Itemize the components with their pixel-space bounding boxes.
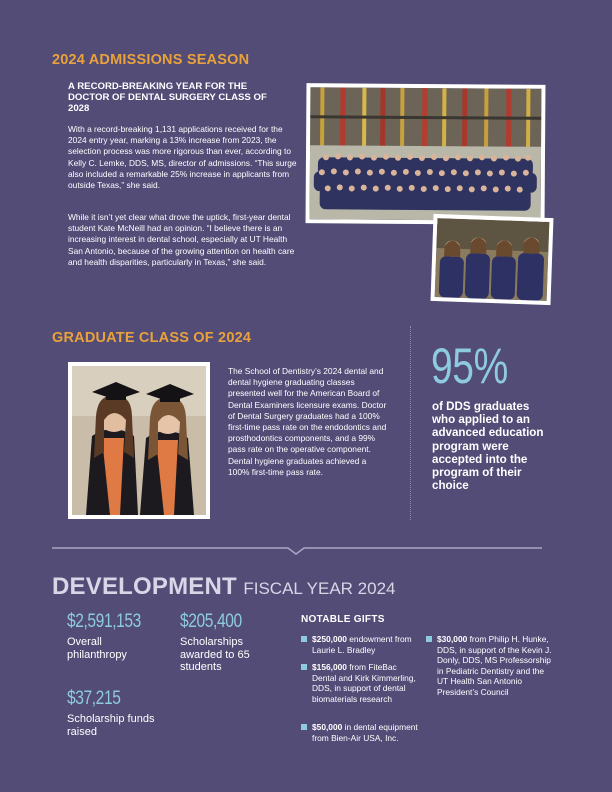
gift-description: in dental equipment from Bien-Air USA, Inc. xyxy=(312,722,418,743)
bullet-icon xyxy=(301,636,307,642)
gift-description: endowment from Laurie L. Bradley xyxy=(312,634,412,655)
gift-item xyxy=(426,634,555,698)
admissions-paragraph-2: While it isn’t yet clear what drove the uptick, first-year dental student Kate McNeill had an opinion. “I believe there is an increasing interest in dental school, especially at UT Health San Antonio, because of the growing attention on health care and health disparities, particularly in Texas,” she said. xyxy=(68,212,295,267)
overall-philanthropy-value: $2,591,153 xyxy=(67,611,141,632)
overall-philanthropy-label: Overall philanthropy xyxy=(67,636,127,661)
pass-stat-value: 95% xyxy=(431,338,508,394)
graduate-title: GRADUATE CLASS OF 2024 xyxy=(52,330,252,346)
gift-amount: $30,000 xyxy=(437,634,468,644)
graduate-body-text: The School of Dentistry’s 2024 dental and dental hygiene graduating classes presented well for the American Board of Dental Examiners licensure exams. Doctor of Dental Surgery graduates had a 100% first-time pass rate on the endodontics and prosthodontics components, and a 99% pass rate on the operative component. Dental hygiene graduates achieved a 100% first-time pass rate. xyxy=(228,366,387,477)
scholarship-funds-value: $37,215 xyxy=(67,688,121,709)
class-of-2028-group-photo xyxy=(306,83,546,225)
gift-description: from Philip H. Hunke, DDS, in support of the Kevin J. Donly, DDS, MS Professorship in Pediatric Dentistry and the UT Health San Antonio President’s Council xyxy=(437,634,552,697)
development-subtitle: FISCAL YEAR 2024 xyxy=(243,579,396,598)
bullet-icon xyxy=(426,636,432,642)
section-divider xyxy=(52,542,542,556)
students-photo-illustration xyxy=(435,218,550,301)
development-heading xyxy=(52,573,395,601)
notable-gifts-title: NOTABLE GIFTS xyxy=(301,614,385,625)
students-small-photo xyxy=(431,214,554,305)
bullet-icon xyxy=(301,724,307,730)
gift-description: from FiteBac Dental and Kirk Kimmerling, DDS, in support of dental biomaterials research xyxy=(312,662,416,704)
graduates-photo xyxy=(68,362,210,519)
group-photo-illustration xyxy=(310,87,542,221)
scholarships-awarded-label: Scholarships awarded to 65 students xyxy=(180,636,250,674)
admissions-paragraph-1: With a record-breaking 1,131 applications received for the 2024 entry year, marking a 13% increase from 2023, the selection process was more rigorous than ever, according to Kelly C. Lemke, DDS, MS, director of admissions. “This surge also included a remarkable 25% increase in applicants from outside Texas,” she said. xyxy=(68,124,297,191)
gift-item xyxy=(301,722,422,743)
gift-item xyxy=(301,634,422,655)
development-title: DEVELOPMENT xyxy=(52,573,237,600)
bullet-icon xyxy=(301,664,307,670)
pass-stat-text: of DDS graduates who applied to an advanced education program were accepted into the program of their choice xyxy=(432,400,544,493)
gift-amount: $50,000 xyxy=(312,722,343,732)
admissions-title: 2024 ADMISSIONS SEASON xyxy=(52,52,250,68)
gift-amount: $156,000 xyxy=(312,662,347,672)
gift-item xyxy=(301,662,422,704)
vertical-divider xyxy=(410,326,411,520)
admissions-subhead: A RECORD-BREAKING YEAR FOR THE DOCTOR OF DENTAL SURGERY CLASS OF 2028 xyxy=(68,81,267,114)
gift-amount: $250,000 xyxy=(312,634,347,644)
graduates-photo-illustration xyxy=(72,366,206,515)
scholarships-awarded-value: $205,400 xyxy=(180,611,242,632)
scholarship-funds-label: Scholarship funds raised xyxy=(67,713,155,738)
